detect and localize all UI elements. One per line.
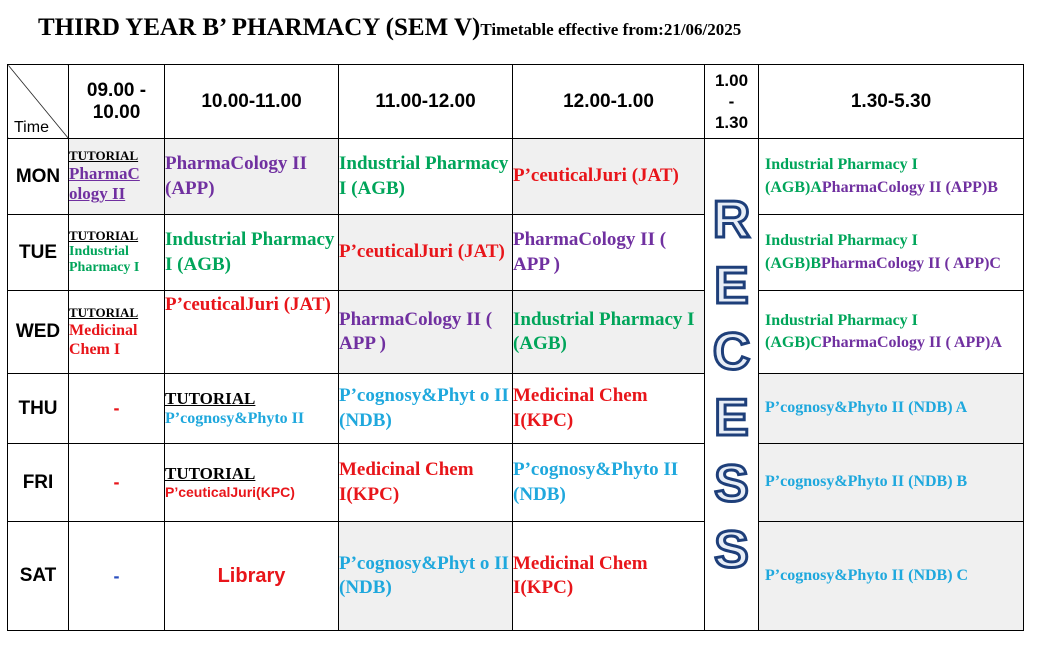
recess-letter: C: [712, 322, 751, 381]
afternoon-batch-b: PharmaCology II ( APP)A: [821, 334, 1002, 351]
class-cell: Medicinal Chem I(KPC): [513, 522, 705, 631]
tutorial-cell: [69, 291, 165, 374]
effective-date: Timetable effective from:21/06/2025: [480, 20, 742, 39]
library-cell: Library: [165, 522, 339, 631]
recess-column: [705, 139, 759, 631]
row-wed: [8, 291, 1024, 374]
afternoon-cell: [759, 291, 1024, 374]
recess-letter: R: [712, 190, 751, 249]
row-thu: [8, 374, 1024, 444]
recess-letter: S: [714, 520, 749, 579]
tutorial-subject: P’cognosy&Phyto II: [165, 410, 305, 428]
day-label: SAT: [8, 522, 69, 631]
class-cell: Medicinal Chem I(KPC): [513, 374, 705, 444]
afternoon-cell: [759, 139, 1024, 215]
class-cell: P’cognosy&Phyt o II (NDB): [339, 374, 513, 444]
tutorial-subject: P’ceuticalJuri(KPC): [165, 484, 295, 501]
tutorial-label: TUTORIAL: [69, 305, 139, 321]
lunch-dash: -: [728, 91, 735, 111]
page-title: THIRD YEAR B’ PHARMACY (SEM V): [38, 14, 481, 41]
class-cell: Industrial Pharmacy I (AGB): [165, 215, 339, 291]
header-row: [8, 65, 1024, 139]
corner-cell: [8, 65, 69, 139]
recess-letter: E: [714, 256, 749, 315]
afternoon-batch-a: Industrial Pharmacy I (AGB)B: [765, 232, 918, 272]
afternoon-batch-a: Industrial Pharmacy I (AGB)A: [765, 156, 918, 196]
afternoon-cell: P’cognosy&Phyto II (NDB) C: [759, 522, 1024, 631]
tutorial-subject: PharmaC ology II: [69, 163, 140, 204]
empty-slot: -: [69, 374, 165, 444]
lunch-end: 1.30: [714, 113, 749, 133]
row-sat: [8, 522, 1024, 631]
slot-header-1: 09.00 - 10.00: [69, 65, 165, 139]
recess-letter: E: [714, 388, 749, 447]
class-cell: Industrial Pharmacy I (AGB): [339, 139, 513, 215]
time-label: Time: [14, 119, 49, 136]
afternoon-batch-b: PharmaCology II (APP)B: [821, 178, 998, 196]
slot-header-3: 11.00-12.00: [339, 65, 513, 139]
tutorial-label: TUTORIAL: [165, 388, 256, 408]
class-cell: P’cognosy&Phyt o II (NDB): [339, 522, 513, 631]
slot-header-4: 12.00-1.00: [513, 65, 705, 139]
title-line: [38, 14, 741, 42]
afternoon-cell: P’cognosy&Phyto II (NDB) A: [759, 374, 1024, 444]
day-label: MON: [8, 139, 69, 215]
class-cell: PharmaCology II ( APP ): [339, 291, 513, 374]
day-label: THU: [8, 374, 69, 444]
class-cell: P’cognosy&Phyto II (NDB): [513, 444, 705, 522]
tutorial-subject: Medicinal Chem I: [69, 321, 138, 358]
row-tue: [8, 215, 1024, 291]
row-mon: [8, 139, 1024, 215]
empty-slot: -: [69, 522, 165, 631]
day-label: FRI: [8, 444, 69, 522]
class-cell: PharmaCology II ( APP ): [513, 215, 705, 291]
class-cell: P’ceuticalJuri (JAT): [513, 139, 705, 215]
class-cell: P’ceuticalJuri (JAT): [165, 291, 339, 374]
recess-letter: S: [714, 454, 749, 513]
tutorial-label: TUTORIAL: [69, 227, 139, 243]
tutorial-label: TUTORIAL: [69, 148, 139, 164]
tutorial-cell: [69, 215, 165, 291]
class-cell: Industrial Pharmacy I (AGB): [513, 291, 705, 374]
afternoon-cell: [759, 215, 1024, 291]
tutorial-cell: [165, 444, 339, 522]
slot-header-2: 10.00-11.00: [165, 65, 339, 139]
afternoon-batch-a: Industrial Pharmacy I (AGB)C: [765, 311, 918, 351]
lunch-start: 1.00: [714, 70, 749, 90]
timetable: [7, 64, 1024, 631]
tutorial-subject: Industrial Pharmacy I: [69, 243, 140, 276]
tutorial-cell: [69, 139, 165, 215]
class-cell: P’ceuticalJuri (JAT): [339, 215, 513, 291]
lunch-header: [705, 65, 759, 139]
afternoon-header: 1.30-5.30: [759, 65, 1024, 139]
day-label: WED: [8, 291, 69, 374]
tutorial-label: TUTORIAL: [165, 463, 256, 483]
class-cell: PharmaCology II (APP): [165, 139, 339, 215]
day-label: TUE: [8, 215, 69, 291]
afternoon-batch-b: PharmaCology II ( APP)C: [821, 254, 1001, 272]
afternoon-cell: P’cognosy&Phyto II (NDB) B: [759, 444, 1024, 522]
row-fri: [8, 444, 1024, 522]
empty-slot: -: [69, 444, 165, 522]
tutorial-cell: [165, 374, 339, 444]
class-cell: Medicinal Chem I(KPC): [339, 444, 513, 522]
